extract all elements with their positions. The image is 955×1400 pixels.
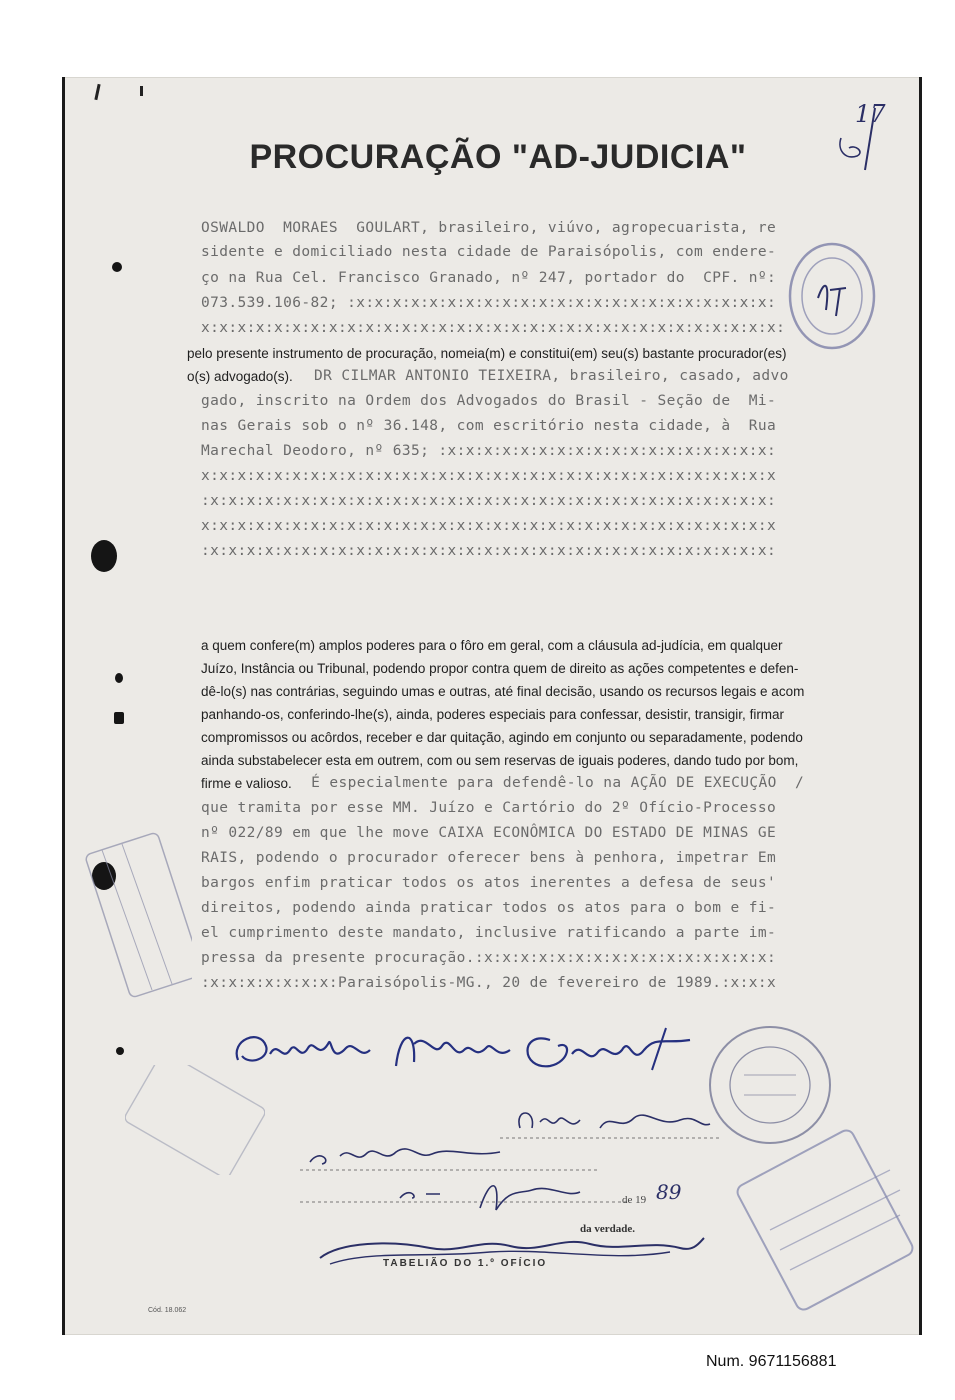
attorney-line: x:x:x:x:x:x:x:x:x:x:x:x:x:x:x:x:x:x:x:x:x:x:x:x:x:x:x:x:x:x:x:x: [201, 468, 777, 484]
attorney-line: :x:x:x:x:x:x:x:x:x:x:x:x:x:x:x:x:x:x:x:x:x:x:x:x:x:x:x:x:x:x:x:: [201, 543, 777, 559]
margin-dot: [116, 1047, 124, 1055]
page-mark: 17: [855, 100, 886, 128]
special-line-first: É especialmente para defendê-lo na AÇÃO DE EXECUÇÃO /: [302, 775, 805, 791]
grantor-line: OSWALDO MORAES GOULART, brasileiro, viúvo, agropecuarista, re: [201, 220, 777, 236]
attorney-line: DR CILMAR ANTONIO TEIXEIRA, brasileiro, casado, advo: [314, 368, 789, 384]
powers-line: ainda substabelecer esta em outrem, com ou sem reservas de iguais poderes, dando tudo por bom,: [201, 753, 799, 768]
side-stamp: [72, 830, 192, 1000]
attorney-line: gado, inscrito na Ordem dos Advogados do Brasil - Seção de Mi-: [201, 393, 777, 409]
attorney-line: :x:x:x:x:x:x:x:x:x:x:x:x:x:x:x:x:x:x:x:x:x:x:x:x:x:x:x:x:x:x:x:: [201, 493, 777, 509]
grantor-line: ço na Rua Cel. Francisco Granado, nº 247, portador do CPF. nº:: [201, 270, 777, 286]
margin-dot: [114, 712, 124, 724]
notary-recognition-handwriting: [300, 1098, 720, 1228]
advogado-label: o(s) advogado(s).: [187, 369, 293, 384]
powers-line: compromissos ou acôrdos, receber e dar quitação, agindo em conjunto ou separadamente, podendo: [201, 730, 803, 745]
special-line: nº 022/89 em que lhe move CAIXA ECONÔMICA DO ESTADO DE MINAS GE: [201, 825, 777, 841]
punch-hole: [91, 540, 117, 572]
grantor-line: sidente e domiciliado nesta cidade de Paraisópolis, com endere-: [201, 244, 777, 260]
special-line: que tramita por esse MM. Juízo e Cartório do 2º Ofício-Processo: [201, 800, 777, 816]
margin-dot: [112, 262, 122, 272]
top-mark: [140, 86, 143, 96]
grantor-signature: [220, 1010, 720, 1085]
scan-edge-left: [62, 77, 65, 1335]
appointment-text: pelo presente instrumento de procuração, nomeia(m) e constitui(em) seu(s) bastante procurador(es): [187, 346, 787, 361]
archive-number: Num. 9671156881: [706, 1353, 837, 1370]
notary-seal-round: [770, 230, 880, 360]
margin-dot: [115, 673, 123, 683]
powers-line: a quem confere(m) amplos poderes para o fôro em geral, com a cláusula ad-judícia, em qualquer: [201, 638, 783, 653]
side-stamp-shape: [72, 830, 192, 1000]
special-line: el cumprimento deste mandato, inclusive ratificando a parte im-: [201, 925, 777, 941]
powers-line: panhando-os, conferindo-lhe(s), ainda, poderes especiais para confessar, desistir, transigir, firmar: [201, 707, 785, 722]
attorney-line: Marechal Deodoro, nº 635; :x:x:x:x:x:x:x:x:x:x:x:x:x:x:x:x:x:x:: [201, 443, 777, 459]
powers-line-last: firme e valioso.: [201, 776, 292, 791]
special-line: :x:x:x:x:x:x:x:Paraisópolis-MG., 20 de fevereiro de 1989.:x:x:x: [201, 975, 777, 991]
page-mark-stroke: [835, 100, 885, 190]
recognition-year: 89: [656, 1180, 682, 1204]
special-line: pressa da presente procuração.:x:x:x:x:x:x:x:x:x:x:x:x:x:x:x:x:: [201, 950, 777, 966]
attorney-line: x:x:x:x:x:x:x:x:x:x:x:x:x:x:x:x:x:x:x:x:x:x:x:x:x:x:x:x:x:x:x:x: [201, 518, 777, 534]
special-line: RAIS, podendo o procurador oferecer bens à penhora, impetrar Em: [201, 850, 777, 866]
grantor-line: x:x:x:x:x:x:x:x:x:x:x:x:x:x:x:x:x:x:x:x:x:x:x:x:x:x:x:x:x:x:x:x:: [201, 320, 786, 336]
special-line: bargos enfim praticar todos os atos inerentes a defesa de seus': [201, 875, 777, 891]
recognition-verdade: da verdade.: [580, 1223, 635, 1235]
recognition-year-prefix: de 19: [622, 1194, 647, 1206]
printer-mark: Cód. 18.062: [148, 1307, 187, 1314]
notary-stamp-rect: [730, 1120, 920, 1320]
tabeliao-label: TABELIÃO DO 1.º OFÍCIO: [383, 1258, 548, 1269]
attorney-line: nas Gerais sob o nº 36.148, com escritório nesta cidade, à Rua: [201, 418, 777, 434]
powers-line: Juízo, Instância ou Tribunal, podendo propor contra quem de direito as ações competentes e defen-: [201, 661, 799, 676]
faint-stamp-left: [125, 1065, 265, 1175]
grantor-line: 073.539.106-82; :x:x:x:x:x:x:x:x:x:x:x:x:x:x:x:x:x:x:x:x:x:x:x:: [201, 295, 777, 311]
special-line: direitos, podendo ainda praticar todos os atos para o bom e fi-: [201, 900, 777, 916]
document-title: PROCURAÇÃO "AD-JUDICIA": [249, 138, 747, 176]
powers-line: dê-lo(s) nas contrárias, seguindo umas e outras, até final decisão, usando os recursos legais e acom: [201, 684, 805, 699]
